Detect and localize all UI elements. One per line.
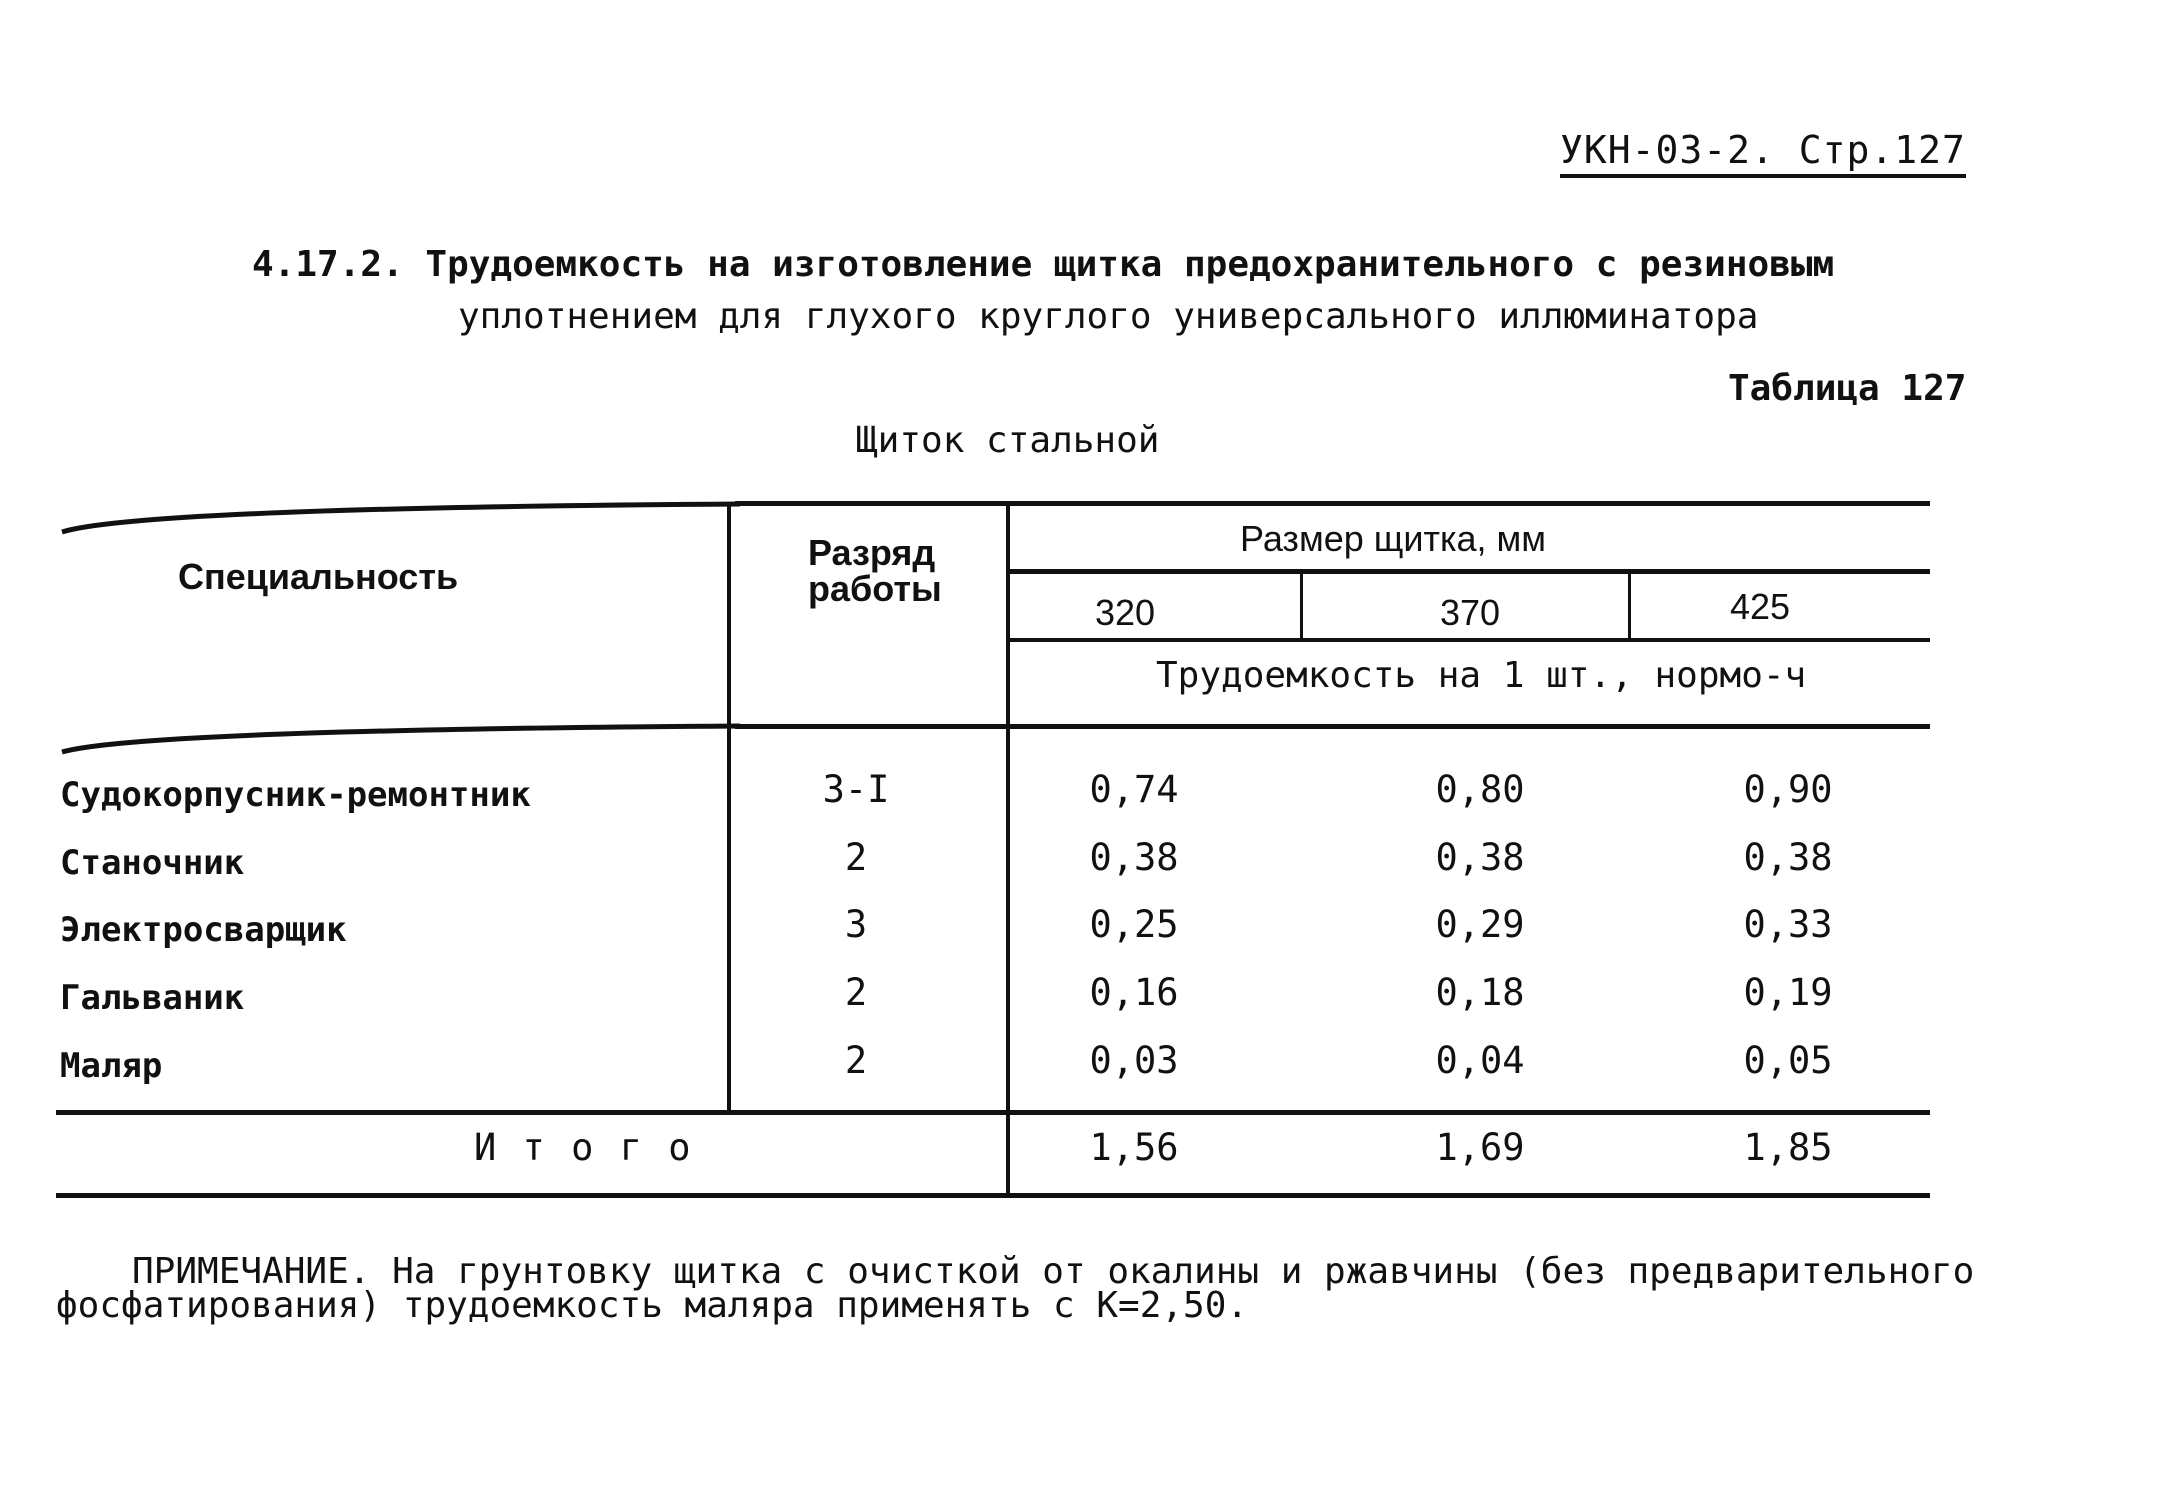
header-specialty: Специальность bbox=[178, 556, 459, 597]
row-value-370: 0,80 bbox=[1435, 768, 1525, 811]
row-value-370: 0,29 bbox=[1435, 903, 1525, 946]
section-title-line-1: 4.17.2. Трудоемкость на изготовление щитка предохранительного с резиновым bbox=[252, 244, 1835, 285]
row-value-425: 0,90 bbox=[1743, 768, 1833, 811]
top-rule-left bbox=[60, 496, 740, 536]
row-value-370: 0,38 bbox=[1435, 836, 1525, 879]
row-specialty: Станочник bbox=[60, 843, 245, 883]
row-value-425: 0,19 bbox=[1743, 971, 1833, 1014]
row-value-425: 0,05 bbox=[1743, 1039, 1833, 1082]
row-value-320: 0,38 bbox=[1089, 836, 1179, 879]
size-divider-1 bbox=[1300, 572, 1303, 640]
header-bottom-rule-right bbox=[735, 724, 1930, 729]
row-value-425: 0,38 bbox=[1743, 836, 1833, 879]
row-value-320: 0,16 bbox=[1089, 971, 1179, 1014]
col-divider-1 bbox=[727, 502, 731, 1110]
note bbox=[56, 1251, 2136, 1326]
size-divider-2 bbox=[1628, 572, 1631, 640]
row-specialty: Гальваник bbox=[60, 978, 245, 1018]
row-specialty: Электросварщик bbox=[60, 910, 347, 950]
size-header-rule bbox=[1010, 569, 1930, 574]
row-value-320: 0,03 bbox=[1089, 1039, 1179, 1082]
header-size-370: 370 bbox=[1440, 592, 1501, 633]
total-value-370: 1,69 bbox=[1435, 1126, 1525, 1169]
total-label: И т о г о bbox=[474, 1126, 693, 1169]
note-line-1: ПРИМЕЧАНИЕ. На грунтовку щитка с очисткой от окалины и ржавчины (без предварительного bbox=[132, 1251, 1975, 1292]
header-grade-line-1: Разряд bbox=[808, 532, 936, 573]
row-grade: 2 bbox=[844, 971, 868, 1014]
header-bottom-rule-left bbox=[60, 716, 740, 756]
row-specialty: Маляр bbox=[60, 1046, 163, 1086]
header-size: Размер щитка, мм bbox=[1240, 518, 1547, 559]
table-number: Таблица 127 bbox=[1728, 368, 1967, 409]
section-title-line-2: уплотнением для глухого круглого универсального иллюминатора bbox=[458, 296, 1759, 337]
header-size-425: 425 bbox=[1730, 586, 1791, 627]
row-value-370: 0,04 bbox=[1435, 1039, 1525, 1082]
table-subtitle: Щиток стальной bbox=[856, 420, 1160, 461]
row-grade: 3-I bbox=[822, 768, 890, 811]
total-value-320: 1,56 bbox=[1089, 1126, 1179, 1169]
header-grade-line-2: работы bbox=[808, 568, 942, 609]
col-divider-2 bbox=[1006, 502, 1010, 1196]
page-reference: УКН-03-2. Стр.127 bbox=[1560, 128, 1966, 178]
total-top-rule bbox=[56, 1110, 1930, 1115]
top-rule-right bbox=[735, 501, 1930, 506]
row-value-320: 0,74 bbox=[1089, 768, 1179, 811]
table-bottom-rule bbox=[56, 1193, 1930, 1198]
row-grade: 3 bbox=[844, 903, 868, 946]
row-grade: 2 bbox=[844, 836, 868, 879]
header-unit: Трудоемкость на 1 шт., нормо-ч bbox=[1156, 655, 1807, 696]
total-value-425: 1,85 bbox=[1743, 1126, 1833, 1169]
row-grade: 2 bbox=[844, 1039, 868, 1082]
row-specialty: Судокорпусник-ремонтник bbox=[60, 775, 531, 815]
row-value-320: 0,25 bbox=[1089, 903, 1179, 946]
row-value-425: 0,33 bbox=[1743, 903, 1833, 946]
header-size-320: 320 bbox=[1095, 592, 1156, 633]
sizes-row-rule bbox=[1010, 638, 1930, 642]
note-line-2: фосфатирования) трудоемкость маляра применять с К=2,50. bbox=[56, 1285, 1249, 1326]
row-value-370: 0,18 bbox=[1435, 971, 1525, 1014]
